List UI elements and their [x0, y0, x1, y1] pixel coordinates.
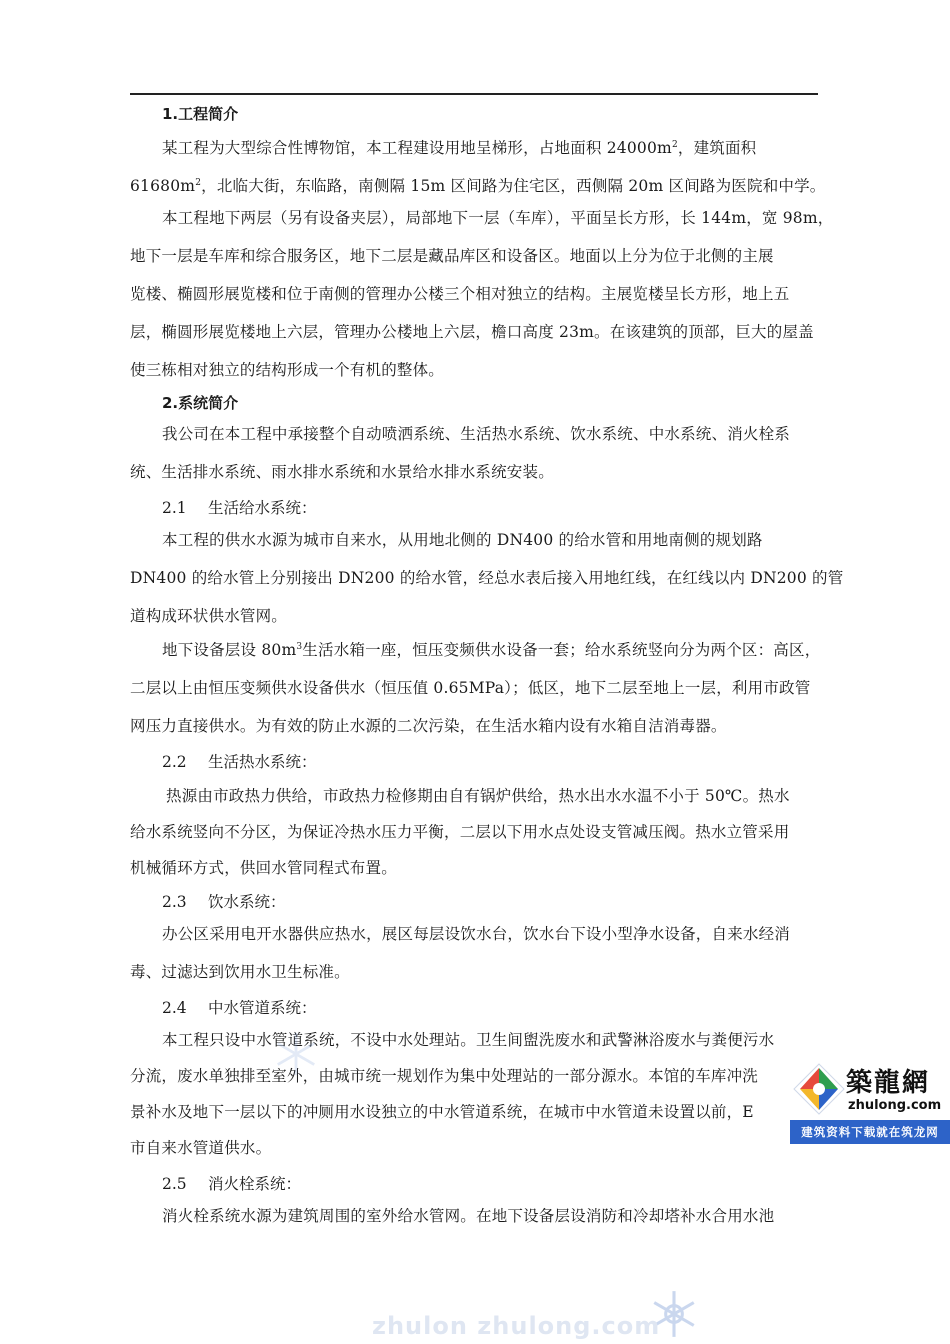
subsection-2-1-line: 本工程的供水水源为城市自来水，从用地北侧的 DN400 的给水管和用地南侧的规划路: [162, 531, 763, 549]
section-1-para-2-line: 地下一层是车库和综合服务区，地下二层是藏品库区和设备区。地面以上分为位于北侧的主展: [130, 247, 774, 265]
header-rule: [130, 93, 818, 95]
subsection-2-2-line: 给水系统竖向不分区，为保证冷热水压力平衡，二层以下用水点处设支管减压阀。热水立管采用: [130, 823, 790, 841]
subsection-2-3-line: 毒、过滤达到饮用水卫生标准。: [130, 963, 350, 981]
subsection-2-1-line: 道构成环状供水管网。: [130, 607, 288, 625]
subsection-2-3-line: 办公区采用电开水器供应热水，展区每层设饮水台，饮水台下设小型净水设备，自来水经消: [162, 925, 791, 943]
zhulong-logo: [790, 1058, 950, 1120]
zhulong-watermark: [790, 1058, 950, 1144]
snowflake-watermark-icon: [272, 1030, 320, 1078]
subsection-2-1-line: DN400 的给水管上分别接出 DN200 的给水管，经总水表后接入用地红线，在红线以内 DN200 的管: [130, 569, 844, 587]
subsection-2-1-para-2-line-1: 地下设备层设 $80m^3$生活水箱一座，恒压变频供水设备一套；给水系统竖向分为两个区：高区，: [162, 641, 821, 659]
zhulong-logo-name: 築龍網: [846, 1068, 931, 1098]
subsection-2-1-para-2-line: 网压力直接供水。为有效的防止水源的二次污染，在生活水箱内设有水箱自洁消毒器。: [130, 717, 727, 735]
section-2-intro-line: 我公司在本工程中承接整个自动喷洒系统、生活热水系统、饮水系统、中水系统、消火栓系: [162, 425, 791, 443]
subsection-2-4-line: 分流，废水单独排至室外，由城市统一规划作为集中处理站的一部分源水。本馆的车库冲洗: [130, 1067, 759, 1085]
subsection-2-4-line: 本工程只设中水管道系统，不设中水处理站。卫生间盥洗废水和武警淋浴废水与粪便污水: [162, 1031, 775, 1049]
section-2-heading: 2.系统简介: [162, 394, 239, 412]
subsection-2-2-line: 热源由市政热力供给，市政热力检修期由自有锅炉供给，热水出水水温不小于 50℃。热水: [166, 787, 790, 805]
bottom-watermark-text: zhulon zhulong.com: [372, 1312, 661, 1340]
section-2-intro-line: 统、生活排水系统、雨水排水系统和水景给水排水系统安装。: [130, 463, 554, 481]
zhulong-tagline: 建筑资料下载就在筑龙网: [790, 1120, 950, 1144]
subsection-2-4-line: 市自来水管道供水。: [130, 1139, 272, 1157]
subsection-2-1-heading: 2.1 生活给水系统：: [162, 499, 317, 517]
subsection-2-5-line: 消火栓系统水源为建筑周围的室外给水管网。在地下设备层设消防和冷却塔补水合用水池: [162, 1207, 775, 1225]
subsection-2-4-line: 景补水及地下一层以下的冲厕用水设独立的中水管道系统，在城市中水管道未设置以前，E: [130, 1103, 754, 1121]
section-1-para-2-line: 览楼、椭圆形展览楼和位于南侧的管理办公楼三个相对独立的结构。主展览楼呈长方形，地上五: [130, 285, 790, 303]
section-1-para-2-line: 层，椭圆形展览楼地上六层，管理办公楼地上六层，檐口高度 23m。在该建筑的顶部，巨大的屋盖: [130, 323, 814, 341]
section-1-para-2-line: 本工程地下两层（另有设备夹层），局部地下一层（车库），平面呈长方形，长 144m，宽 98m，: [162, 209, 834, 227]
subsection-2-5-heading: 2.5 消火栓系统：: [162, 1175, 302, 1193]
zhulong-logo-icon: [792, 1062, 846, 1116]
subsection-2-1-para-2-line: 二层以上由恒压变频供水设备供水（恒压值 0.65MPa）；低区，地下二层至地上一层，利用市政管: [130, 679, 811, 697]
section-1-heading: 1.工程简介: [162, 105, 239, 123]
section-1-para-1-line-2: $61680m^2$，北临大街，东临路，南侧隔 15m 区间路为住宅区，西侧隔 20m 区间路为医院和中学。: [130, 177, 826, 195]
section-1-para-2-line: 使三栋相对独立的结构形成一个有机的整体。: [130, 361, 445, 379]
zhulong-logo-url: zhulong.com: [848, 1098, 942, 1113]
section-1-para-1-line-1: 某工程为大型综合性博物馆，本工程建设用地呈梯形，占地面积 $24000m^2$，建筑面积: [162, 139, 757, 157]
subsection-2-4-heading: 2.4 中水管道系统：: [162, 999, 317, 1017]
subsection-2-3-heading: 2.3 饮水系统：: [162, 893, 286, 911]
subsection-2-2-heading: 2.2 生活热水系统：: [162, 753, 317, 771]
subsection-2-2-line: 机械循环方式，供回水管同程式布置。: [130, 859, 397, 877]
